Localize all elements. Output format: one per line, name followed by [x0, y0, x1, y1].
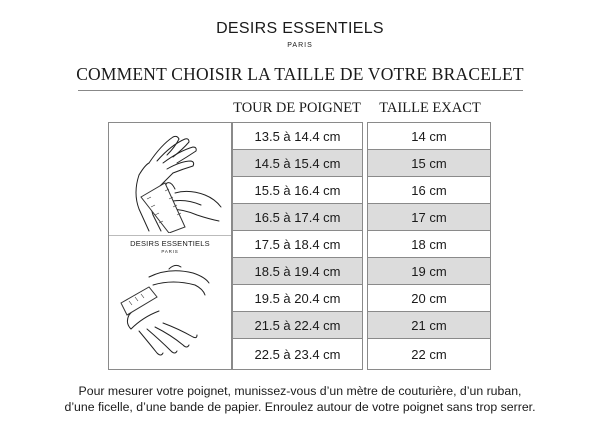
size-cell: 16 cm: [368, 176, 490, 203]
size-cell: 14 cm: [368, 122, 490, 149]
wrist-column-header: TOUR DE POIGNET: [233, 100, 361, 116]
brand-name: DESIRS ESSENTIELS: [216, 20, 384, 37]
brand-city: PARIS: [287, 42, 313, 49]
wrist-cell: 21.5 à 22.4 cm: [233, 311, 362, 338]
wrist-cell: 18.5 à 19.4 cm: [233, 257, 362, 284]
illustration-divider: [109, 235, 231, 236]
size-column: [367, 122, 491, 370]
footer-instruction-line-2: d’une ficelle, d’une bande de papier. Enroulez autour de votre poignet sans trop serrer.: [64, 400, 536, 414]
hand-measuring-top-icon: [109, 123, 231, 233]
footer-instruction-line-1: Pour mesurer votre poignet, munissez-vous d’un mètre de couturière, d’un ruban,: [78, 384, 522, 398]
page-title: COMMENT CHOISIR LA TAILLE DE VOTRE BRACELET: [76, 64, 524, 84]
size-cell: 15 cm: [368, 149, 490, 176]
size-cell: 22 cm: [368, 338, 490, 370]
size-cell: 17 cm: [368, 203, 490, 230]
wrist-cell: 19.5 à 20.4 cm: [233, 284, 362, 311]
illustration-brand: DESIRS ESSENTIELS: [130, 239, 210, 248]
wrist-cell: 14.5 à 15.4 cm: [233, 149, 362, 176]
wrist-cell: 13.5 à 14.4 cm: [233, 122, 362, 149]
wrist-column: [232, 122, 363, 370]
wrist-cell: 15.5 à 16.4 cm: [233, 176, 362, 203]
size-cell: 20 cm: [368, 284, 490, 311]
size-cell: 19 cm: [368, 257, 490, 284]
wrist-cell: 16.5 à 17.4 cm: [233, 203, 362, 230]
title-divider: [78, 90, 523, 91]
illustration-city: PARIS: [161, 249, 179, 254]
hand-measuring-bottom-icon: [109, 257, 231, 367]
wrist-cell: 17.5 à 18.4 cm: [233, 230, 362, 257]
measuring-illustration: [108, 122, 232, 370]
wrist-cell: 22.5 à 23.4 cm: [233, 338, 362, 370]
size-column-header: TAILLE EXACT: [379, 100, 481, 116]
size-cell: 21 cm: [368, 311, 490, 338]
size-cell: 18 cm: [368, 230, 490, 257]
